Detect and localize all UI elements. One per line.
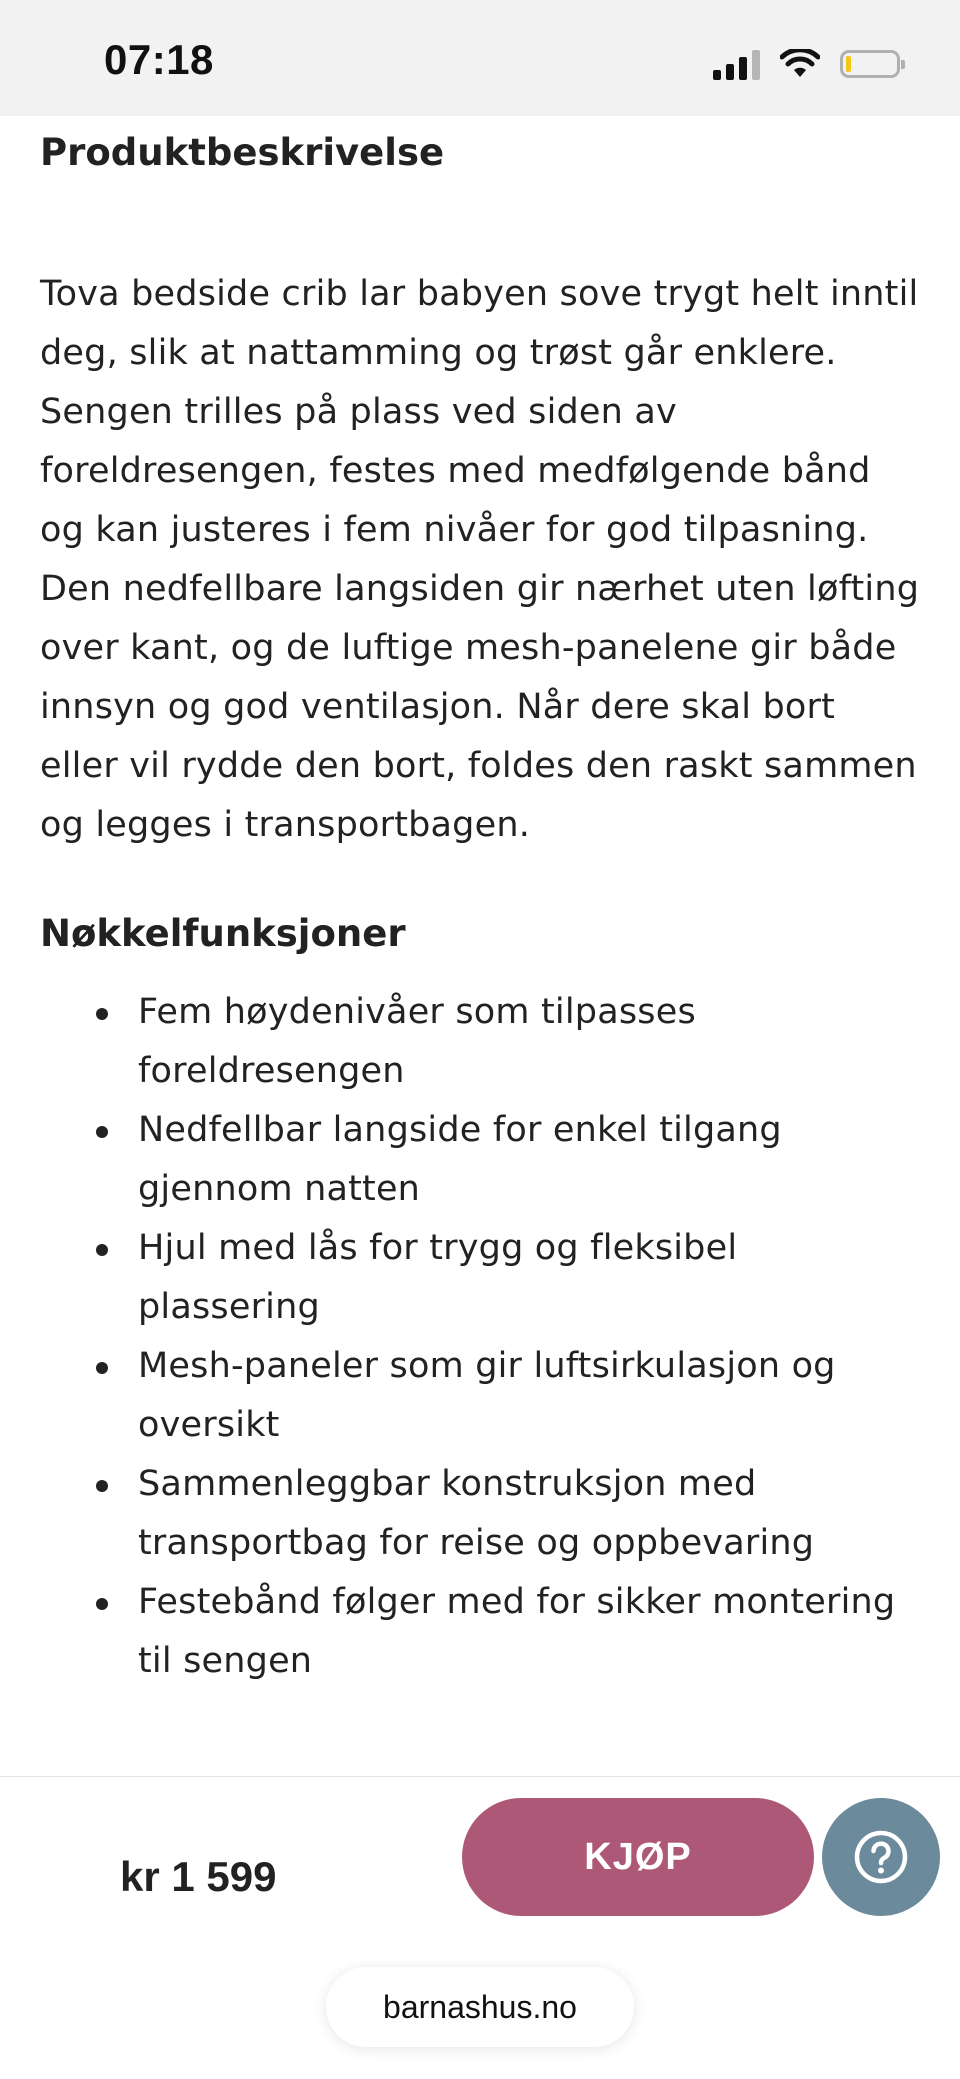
feature-text: Hjul med lås for trygg og fleksibel plassering bbox=[138, 1228, 738, 1327]
bullet-icon bbox=[96, 1244, 108, 1256]
feature-text: Sammenleggbar konstruksjon med transportbag for reise og oppbevaring bbox=[138, 1464, 815, 1563]
feature-item bbox=[40, 1219, 920, 1337]
feature-item bbox=[40, 1573, 920, 1691]
feature-text: Nedfellbar langside for enkel tilgang gjennom natten bbox=[138, 1110, 782, 1209]
help-button[interactable] bbox=[822, 1798, 940, 1916]
wifi-icon bbox=[780, 49, 820, 79]
feature-text: Fem høydenivåer som tilpasses foreldresengen bbox=[138, 992, 696, 1091]
status-bar bbox=[0, 0, 960, 116]
key-features-list bbox=[40, 983, 920, 1691]
bullet-icon bbox=[96, 1598, 108, 1610]
bullet-icon bbox=[96, 1008, 108, 1020]
status-icons bbox=[713, 44, 900, 84]
product-description-heading: Produktbeskrivelse bbox=[40, 131, 445, 174]
question-circle-icon bbox=[853, 1829, 909, 1885]
price-label: kr 1 599 bbox=[120, 1853, 277, 1900]
purchase-bar bbox=[0, 1776, 960, 2079]
feature-item bbox=[40, 1101, 920, 1219]
battery-icon bbox=[840, 50, 900, 78]
browser-url-bar[interactable]: barnashus.no bbox=[326, 1967, 634, 2047]
buy-button[interactable]: KJØP bbox=[462, 1798, 814, 1916]
key-features-heading: Nøkkelfunksjoner bbox=[40, 912, 406, 955]
signal-icon bbox=[713, 48, 760, 80]
feature-item bbox=[40, 983, 920, 1101]
feature-item bbox=[40, 1337, 920, 1455]
feature-text: Festebånd følger med for sikker montering til sengen bbox=[138, 1582, 896, 1681]
product-description-text: Tova bedside crib lar babyen sove trygt helt inntil deg, slik at nattamming og trøst går enklere. Sengen trilles på plass ved siden av foreldresengen, festes med medfølgende bånd og kan justeres i fem nivåer for god tilpasning. Den nedfellbare langsiden gir nærhet uten løfting over kant, og de luftige mesh-panelene gir både innsyn og god ventilasjon. Når dere skal bort eller vil rydde den bort, foldes den raskt sammen og legges i transportbagen. bbox=[40, 274, 920, 845]
bullet-icon bbox=[96, 1480, 108, 1492]
product-content bbox=[40, 116, 920, 1691]
status-time: 07:18 bbox=[104, 36, 214, 83]
bullet-icon bbox=[96, 1126, 108, 1138]
bullet-icon bbox=[96, 1362, 108, 1374]
feature-item bbox=[40, 1455, 920, 1573]
feature-text: Mesh-paneler som gir luftsirkulasjon og oversikt bbox=[138, 1346, 836, 1445]
